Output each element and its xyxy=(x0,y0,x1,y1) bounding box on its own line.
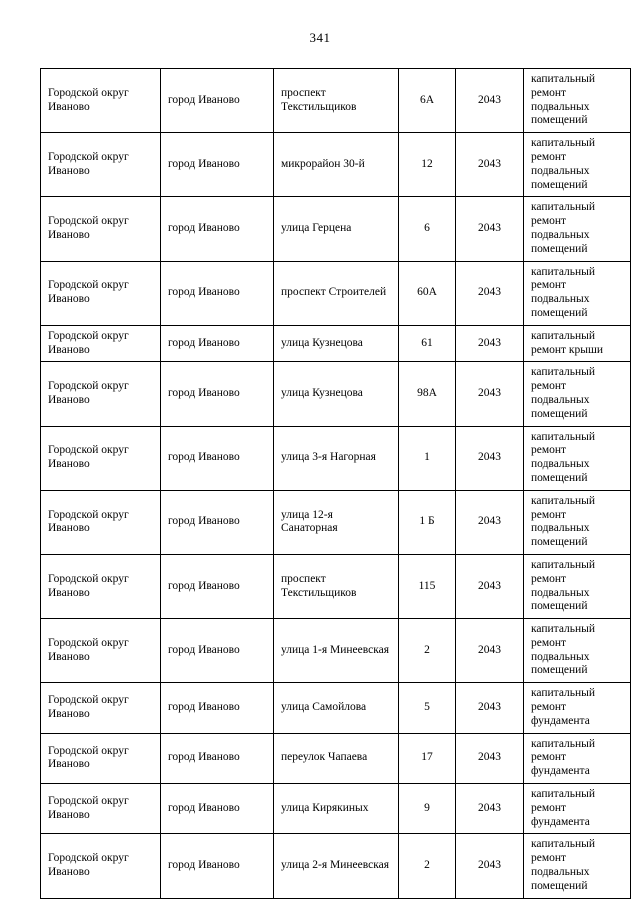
district-cell: Городской округ Иваново xyxy=(41,362,161,426)
district-cell: Городской округ Иваново xyxy=(41,619,161,683)
table-row xyxy=(41,69,631,133)
table-row xyxy=(41,784,631,834)
district-cell: Городской округ Иваново xyxy=(41,69,161,133)
district-cell: Городской округ Иваново xyxy=(41,133,161,197)
city-cell: город Иваново xyxy=(161,490,274,554)
street-cell: переулок Чапаева xyxy=(274,733,399,783)
work-cell: капитальный ремонт подвальных помещений xyxy=(524,426,631,490)
work-cell: капитальный ремонт подвальных помещений xyxy=(524,69,631,133)
table-row xyxy=(41,834,631,898)
work-cell: капитальный ремонт подвальных помещений xyxy=(524,554,631,618)
district-cell: Городской округ Иваново xyxy=(41,733,161,783)
table-row xyxy=(41,133,631,197)
street-cell: улица 3-я Нагорная xyxy=(274,426,399,490)
city-cell: город Иваново xyxy=(161,834,274,898)
table-row xyxy=(41,362,631,426)
table-row xyxy=(41,619,631,683)
city-cell: город Иваново xyxy=(161,197,274,261)
house-cell: 60А xyxy=(399,261,456,325)
table-row xyxy=(41,197,631,261)
district-cell: Городской округ Иваново xyxy=(41,554,161,618)
house-cell: 6А xyxy=(399,69,456,133)
table-row xyxy=(41,426,631,490)
year-cell: 2043 xyxy=(456,733,524,783)
city-cell: город Иваново xyxy=(161,554,274,618)
street-cell: улица 2-я Минеевская xyxy=(274,834,399,898)
repair-table-body xyxy=(41,69,631,899)
year-cell: 2043 xyxy=(456,554,524,618)
street-cell: улица Самойлова xyxy=(274,683,399,733)
street-cell: улица Кирякиных xyxy=(274,784,399,834)
year-cell: 2043 xyxy=(456,426,524,490)
page-number: 341 xyxy=(309,30,331,45)
work-cell: капитальный ремонт подвальных помещений xyxy=(524,197,631,261)
house-cell: 1 Б xyxy=(399,490,456,554)
street-cell: улица 1-я Минеевская xyxy=(274,619,399,683)
city-cell: город Иваново xyxy=(161,683,274,733)
street-cell: улица Герцена xyxy=(274,197,399,261)
city-cell: город Иваново xyxy=(161,784,274,834)
year-cell: 2043 xyxy=(456,133,524,197)
table-row xyxy=(41,554,631,618)
repair-program-table xyxy=(40,68,631,899)
street-cell: проспект Строителей xyxy=(274,261,399,325)
street-cell: улица Кузнецова xyxy=(274,325,399,362)
house-cell: 61 xyxy=(399,325,456,362)
house-cell: 12 xyxy=(399,133,456,197)
street-cell: улица 12-я Санаторная xyxy=(274,490,399,554)
work-cell: капитальный ремонт фундамента xyxy=(524,683,631,733)
work-cell: капитальный ремонт подвальных помещений xyxy=(524,834,631,898)
city-cell: город Иваново xyxy=(161,325,274,362)
street-cell: микрорайон 30-й xyxy=(274,133,399,197)
district-cell: Городской округ Иваново xyxy=(41,834,161,898)
work-cell: капитальный ремонт фундамента xyxy=(524,784,631,834)
work-cell: капитальный ремонт подвальных помещений xyxy=(524,133,631,197)
work-cell: капитальный ремонт подвальных помещений xyxy=(524,261,631,325)
district-cell: Городской округ Иваново xyxy=(41,261,161,325)
house-cell: 2 xyxy=(399,619,456,683)
street-cell: улица Кузнецова xyxy=(274,362,399,426)
work-cell: капитальный ремонт подвальных помещений xyxy=(524,362,631,426)
work-cell: капитальный ремонт подвальных помещений xyxy=(524,619,631,683)
house-cell: 2 xyxy=(399,834,456,898)
city-cell: город Иваново xyxy=(161,426,274,490)
year-cell: 2043 xyxy=(456,261,524,325)
city-cell: город Иваново xyxy=(161,619,274,683)
year-cell: 2043 xyxy=(456,325,524,362)
year-cell: 2043 xyxy=(456,197,524,261)
house-cell: 115 xyxy=(399,554,456,618)
year-cell: 2043 xyxy=(456,69,524,133)
house-cell: 98А xyxy=(399,362,456,426)
district-cell: Городской округ Иваново xyxy=(41,426,161,490)
house-cell: 1 xyxy=(399,426,456,490)
house-cell: 17 xyxy=(399,733,456,783)
year-cell: 2043 xyxy=(456,490,524,554)
table-row xyxy=(41,325,631,362)
table-row xyxy=(41,733,631,783)
house-cell: 5 xyxy=(399,683,456,733)
district-cell: Городской округ Иваново xyxy=(41,325,161,362)
table-row xyxy=(41,261,631,325)
work-cell: капитальный ремонт подвальных помещений xyxy=(524,490,631,554)
street-cell: проспект Текстильщиков xyxy=(274,69,399,133)
street-cell: проспект Текстильщиков xyxy=(274,554,399,618)
city-cell: город Иваново xyxy=(161,362,274,426)
district-cell: Городской округ Иваново xyxy=(41,197,161,261)
district-cell: Городской округ Иваново xyxy=(41,784,161,834)
year-cell: 2043 xyxy=(456,619,524,683)
city-cell: город Иваново xyxy=(161,261,274,325)
year-cell: 2043 xyxy=(456,834,524,898)
city-cell: город Иваново xyxy=(161,133,274,197)
table-row xyxy=(41,683,631,733)
district-cell: Городской округ Иваново xyxy=(41,490,161,554)
work-cell: капитальный ремонт фундамента xyxy=(524,733,631,783)
city-cell: город Иваново xyxy=(161,69,274,133)
house-cell: 6 xyxy=(399,197,456,261)
house-cell: 9 xyxy=(399,784,456,834)
year-cell: 2043 xyxy=(456,683,524,733)
year-cell: 2043 xyxy=(456,362,524,426)
year-cell: 2043 xyxy=(456,784,524,834)
city-cell: город Иваново xyxy=(161,733,274,783)
district-cell: Городской округ Иваново xyxy=(41,683,161,733)
table-row xyxy=(41,490,631,554)
work-cell: капитальный ремонт крыши xyxy=(524,325,631,362)
